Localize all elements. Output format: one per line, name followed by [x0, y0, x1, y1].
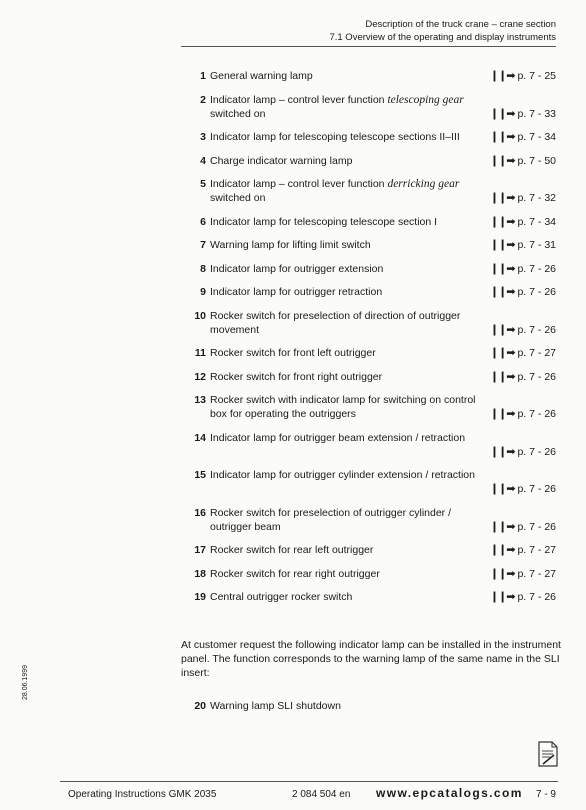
arrow-right-icon: ❙❙➡ — [489, 286, 515, 298]
item-text — [210, 177, 495, 205]
item-text — [210, 506, 495, 534]
item-text — [210, 346, 495, 360]
text-segment: Central outrigger rocker switch — [210, 591, 353, 603]
text-segment: switched on — [210, 107, 266, 120]
item-number: 15 — [194, 469, 206, 481]
footer-brand-link[interactable]: www.epcatalogs.com — [376, 786, 523, 800]
arrow-right-icon: ❙❙➡ — [489, 262, 515, 275]
page-number: 7 - 9 — [535, 789, 556, 800]
page-reference-link[interactable] — [476, 130, 556, 144]
text-segment: Indicator lamp for telescoping telescope sections II–III — [210, 131, 460, 143]
text-segment: Rocker switch for rear left outrigger — [210, 544, 374, 556]
item-text — [210, 69, 495, 83]
text-segment: Rocker switch for front right outrigger — [210, 370, 383, 383]
arrow-right-icon: ❙❙➡ — [489, 215, 515, 228]
item-number: 12 — [194, 370, 206, 383]
arrow-right-icon: ❙❙➡ — [489, 520, 515, 533]
page-reference-link[interactable] — [476, 154, 556, 168]
text-segment: Indicator lamp for outrigger retraction — [210, 286, 383, 298]
page-reference-link[interactable] — [476, 107, 556, 121]
page-reference-link[interactable] — [476, 543, 556, 557]
page-reference-link[interactable] — [476, 285, 556, 299]
document-pencil-icon — [537, 740, 559, 768]
text-segment: Indicator lamp for telescoping telescope section I — [210, 215, 438, 228]
page-reference-link[interactable] — [476, 191, 556, 205]
page-reference-text: p. 7 - 31 — [517, 239, 556, 251]
page-reference-link[interactable] — [476, 482, 556, 496]
page-reference-text: p. 7 - 26 — [517, 262, 556, 275]
page-reference-link[interactable] — [476, 567, 556, 581]
header-divider — [181, 46, 556, 47]
footer-divider — [60, 781, 558, 782]
item-number: 19 — [194, 591, 206, 603]
page-reference-text: p. 7 - 34 — [517, 215, 556, 228]
page-reference-link[interactable] — [476, 590, 556, 604]
arrow-right-icon: ❙❙➡ — [489, 544, 515, 556]
item-text — [210, 130, 495, 144]
item-number: 6 — [200, 215, 206, 228]
page-reference-text: p. 7 - 26 — [517, 520, 556, 533]
item-number: 7 — [200, 239, 206, 251]
page-reference-text: p. 7 - 26 — [517, 286, 556, 298]
item-text — [210, 567, 495, 581]
page-reference-text: p. 7 - 33 — [517, 107, 556, 120]
page-reference-text: p. 7 - 26 — [517, 483, 556, 495]
item-number: 10 — [194, 309, 206, 322]
page-reference-link[interactable] — [476, 346, 556, 360]
italic-term: telescoping gear — [387, 93, 464, 106]
page-reference-text: p. 7 - 34 — [517, 131, 556, 143]
page-reference-text: p. 7 - 26 — [517, 408, 556, 420]
page-reference-text: p. 7 - 26 — [517, 370, 556, 383]
page-reference-text: p. 7 - 26 — [517, 445, 556, 458]
text-segment: Indicator lamp for outrigger beam extension / retraction — [210, 431, 466, 444]
footer-title: Operating Instructions GMK 2035 — [68, 789, 217, 800]
running-header — [296, 18, 556, 44]
text-segment: switched on — [210, 192, 266, 204]
item-number: 8 — [200, 262, 206, 275]
item-text: Warning lamp SLI shutdown — [210, 700, 341, 712]
item-number: 14 — [194, 431, 206, 444]
page-reference-text: p. 7 - 27 — [517, 544, 556, 556]
item-number: 1 — [200, 70, 206, 82]
arrow-right-icon: ❙❙➡ — [489, 70, 515, 82]
page-reference-link[interactable] — [476, 445, 556, 459]
item-text — [210, 543, 495, 557]
item-number: 9 — [200, 286, 206, 298]
item-text — [210, 154, 495, 168]
item-text — [210, 393, 495, 421]
page-reference-link[interactable] — [476, 69, 556, 83]
arrow-right-icon: ❙❙➡ — [489, 192, 515, 204]
text-segment: General warning lamp — [210, 70, 313, 82]
arrow-right-icon: ❙❙➡ — [489, 323, 515, 336]
item-text — [210, 285, 495, 299]
text-segment: Rocker switch for preselection of outrigger cylinder / outrigger beam — [210, 506, 452, 533]
item-text — [210, 468, 495, 482]
arrow-right-icon: ❙❙➡ — [489, 107, 515, 120]
item-text — [210, 93, 495, 121]
item-number: 17 — [194, 544, 206, 556]
page-reference-link[interactable] — [476, 238, 556, 252]
italic-term: derricking gear — [387, 178, 460, 190]
arrow-right-icon: ❙❙➡ — [489, 591, 515, 603]
item-text — [210, 238, 495, 252]
text-segment: Warning lamp for lifting limit switch — [210, 239, 371, 251]
item-text — [210, 262, 495, 276]
item-number: 16 — [194, 506, 206, 519]
text-segment: Indicator lamp for outrigger extension — [210, 262, 384, 275]
item-number: 5 — [200, 178, 206, 190]
page-reference-text: p. 7 - 32 — [517, 192, 556, 204]
footer-doc-number: 2 084 504 en — [292, 789, 351, 800]
item-text — [210, 309, 495, 337]
page-reference-text: p. 7 - 26 — [517, 323, 556, 336]
item-text — [210, 370, 495, 384]
arrow-right-icon: ❙❙➡ — [489, 154, 515, 167]
page-reference-link[interactable] — [476, 520, 556, 534]
text-segment: Indicator lamp – control lever function — [210, 93, 388, 106]
arrow-right-icon: ❙❙➡ — [489, 347, 515, 359]
page-reference-link[interactable] — [476, 323, 556, 337]
item-text — [210, 215, 495, 229]
arrow-right-icon: ❙❙➡ — [489, 131, 515, 143]
customer-request-paragraph: At customer request the following indicator lamp can be installed in the instrument panel. The function corresponds to the warning lamp of the same name in the SLI insert: — [181, 639, 561, 679]
page-reference-text: p. 7 - 50 — [517, 154, 556, 167]
item-number: 11 — [194, 347, 206, 359]
text-segment: Indicator lamp – control lever function — [210, 178, 388, 190]
item-number: 18 — [194, 567, 206, 580]
text-segment: Rocker switch with indicator lamp for switching on control box for operating the outriggers — [210, 394, 476, 420]
item-text — [210, 431, 495, 445]
item-number: 4 — [200, 154, 206, 167]
arrow-right-icon: ❙❙➡ — [489, 445, 515, 458]
arrow-right-icon: ❙❙➡ — [489, 408, 515, 420]
text-segment: Rocker switch for preselection of direction of outrigger movement — [210, 309, 461, 336]
arrow-right-icon: ❙❙➡ — [489, 483, 515, 495]
text-segment: Rocker switch for front left outrigger — [210, 347, 376, 359]
header-line-2: 7.1 Overview of the operating and display instruments — [329, 32, 556, 43]
side-date-stamp: 28.06.1999 — [22, 664, 29, 700]
item-number: 3 — [200, 131, 206, 143]
page-reference-text: p. 7 - 26 — [517, 591, 556, 603]
page-reference-link[interactable] — [476, 262, 556, 276]
arrow-right-icon: ❙❙➡ — [489, 239, 515, 251]
page-reference-text: p. 7 - 25 — [517, 70, 556, 82]
item-number: 2 — [200, 93, 206, 106]
item-number: 13 — [194, 394, 206, 406]
arrow-right-icon: ❙❙➡ — [489, 370, 515, 383]
page-reference-link[interactable] — [476, 370, 556, 384]
page-reference-link[interactable] — [476, 215, 556, 229]
item-number: 20 — [194, 700, 206, 712]
arrow-right-icon: ❙❙➡ — [489, 567, 515, 580]
text-segment: Charge indicator warning lamp — [210, 154, 353, 167]
page-reference-link[interactable] — [476, 407, 556, 421]
page-reference-text: p. 7 - 27 — [517, 567, 556, 580]
item-text — [210, 590, 495, 604]
text-segment: Indicator lamp for outrigger cylinder extension / retraction — [210, 469, 475, 481]
text-segment: Rocker switch for rear right outrigger — [210, 567, 380, 580]
page-reference-text: p. 7 - 27 — [517, 347, 556, 359]
header-line-1: Description of the truck crane – crane section — [365, 19, 556, 30]
